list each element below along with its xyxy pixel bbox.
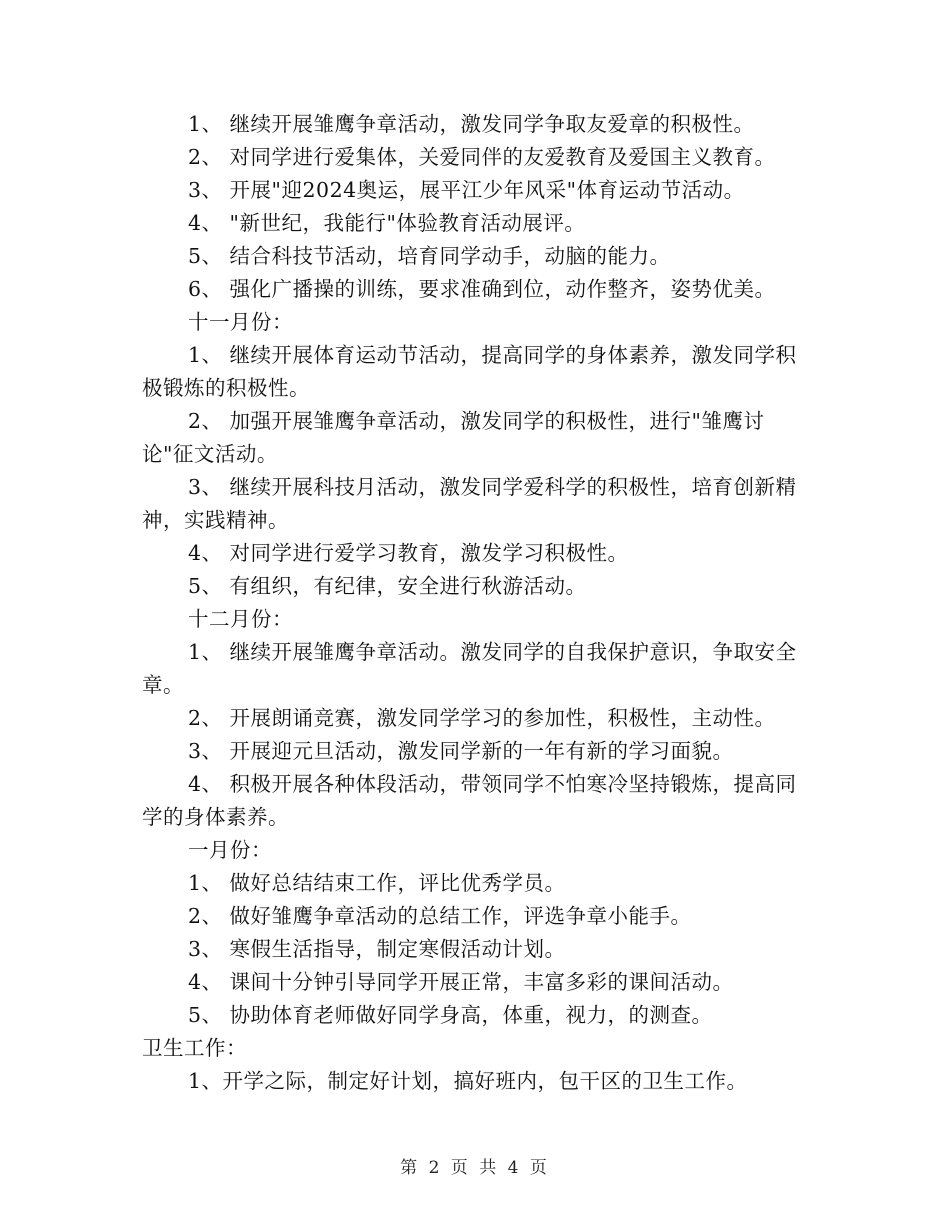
list-item: 4、 课间十分钟引导同学开展正常，丰富多彩的课间活动。 — [188, 970, 734, 994]
list-item: 3、 开展迎元旦活动，激发同学新的一年有新的学习面貌。 — [188, 739, 734, 763]
list-item: 1、 继续开展雏鹰争章活动，激发同学争取友爱章的积极性。 — [188, 112, 755, 136]
page-number-footer: 第 2 页 共 4 页 — [400, 1158, 550, 1178]
list-item: 5、 协助体育老师做好同学身高，体重，视力，的测查。 — [188, 1003, 713, 1027]
section-heading: 十一月份： — [188, 310, 293, 334]
list-item: 4、 "新世纪，我能行"体验教育活动展评。 — [188, 211, 586, 235]
list-item: 2、 开展朗诵竞赛，激发同学学习的参加性，积极性，主动性。 — [188, 706, 776, 730]
section-heading: 十二月份： — [188, 607, 293, 631]
list-item: 3、 开展"迎2024奥运，展平江少年风采"体育运动节活动。 — [188, 178, 745, 202]
list-item: 5、 有组织，有纪律，安全进行秋游活动。 — [188, 574, 587, 598]
section-heading: 卫生工作： — [142, 1036, 247, 1060]
list-item: 1、 继续开展雏鹰争章活动。激发同学的自我保护意识，争取安全章。 — [142, 640, 797, 697]
section-heading: 一月份： — [188, 838, 272, 862]
list-item: 3、 继续开展科技月活动，激发同学爱科学的积极性，培育创新精神，实践精神。 — [142, 475, 797, 532]
list-item: 1、 做好总结结束工作，评比优秀学员。 — [188, 871, 566, 895]
list-item: 2、 加强开展雏鹰争章活动，激发同学的积极性，进行"雏鹰讨论"征文活动。 — [142, 409, 765, 466]
document-body — [142, 108, 802, 1098]
list-item: 1、 继续开展体育运动节活动，提高同学的身体素养，激发同学积极锻炼的积极性。 — [142, 343, 797, 400]
list-item: 4、 积极开展各种体段活动，带领同学不怕寒冷坚持锻炼，提高同学的身体素养。 — [142, 772, 797, 829]
list-item: 2、 做好雏鹰争章活动的总结工作，评选争章小能手。 — [188, 904, 692, 928]
list-item: 4、 对同学进行爱学习教育，激发学习积极性。 — [188, 541, 629, 565]
list-item: 3、 寒假生活指导，制定寒假活动计划。 — [188, 937, 566, 961]
list-item: 5、 结合科技节活动，培育同学动手，动脑的能力。 — [188, 244, 671, 268]
list-item: 6、 强化广播操的训练，要求准确到位，动作整齐，姿势优美。 — [188, 277, 776, 301]
list-item: 2、 对同学进行爱集体，关爱同伴的友爱教育及爱国主义教育。 — [188, 145, 776, 169]
list-item: 1、开学之际，制定好计划，搞好班内，包干区的卫生工作。 — [188, 1069, 748, 1093]
